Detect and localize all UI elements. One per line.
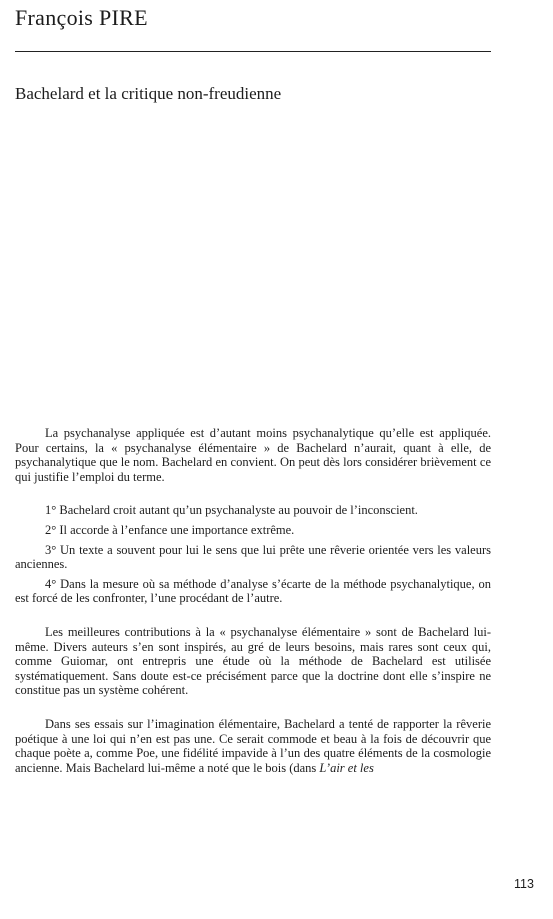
article-body: [15, 426, 491, 775]
paragraph-essays: [15, 717, 491, 775]
list-item-2: 2° Il accorde à l’enfance une importance extrême.: [45, 522, 295, 537]
list-item-3: 3° Un texte a souvent pour lui le sens que lui prête une rêverie orientée vers les valeurs anciennes.: [15, 542, 491, 572]
list-item-1: 1° Bachelard croit autant qu’un psychanalyste au pouvoir de l’inconscient.: [45, 503, 418, 518]
paragraph-essays-text: Dans ses essais sur l’imagination élémentaire, Bachelard a tenté de rapporter la rêverie poétique à une loi qui n’en est pas une. Ce serait commode et beau à la fois de découvrir que chaque poète a, comme Poe, une fidélité impavide à l’un des quatre éléments de la cosmologie ancienne. Mais Bachelard lui-même a noté que le bois (dans: [15, 716, 491, 775]
paragraph-contributions: Les meilleures contributions à la « psychanalyse élémentaire » sont de Bachelard lui-même. Divers auteurs s’en sont inspirés, au gré de leurs besoins, mais rares sont ceux qui, comme Guiomar, ont entrepris une étude où la méthode de Bachelard est utilisée systématiquement. Sans doute est-ce précisément parce que la doctrine dont elle s’inspire ne constitue pas un système cohérent.: [15, 624, 491, 698]
list-item-4: 4° Dans la mesure où sa méthode d’analyse s’écarte de la méthode psychanalytique, on est forcé de les confronter, l’une procédant de l’autre.: [15, 576, 491, 606]
author-name: François PIRE: [15, 5, 148, 30]
header-rule: [15, 51, 491, 52]
page-number: 113: [514, 877, 534, 891]
paragraph-intro: La psychanalyse appliquée est d’autant moins psychanalytique qu’elle est appliquée. Pour certains, la « psychanalyse élémentaire » de Bachelard n’aurait, quant à elle, de psychanalytique que le nom. Bachelard en convient. On peut dès lors considérer brièvement ce qui justifie l’emploi du terme.: [15, 426, 491, 484]
article-title: Bachelard et la critique non-freudienne: [15, 84, 282, 103]
book-title-italic: L’air et les: [319, 760, 374, 775]
